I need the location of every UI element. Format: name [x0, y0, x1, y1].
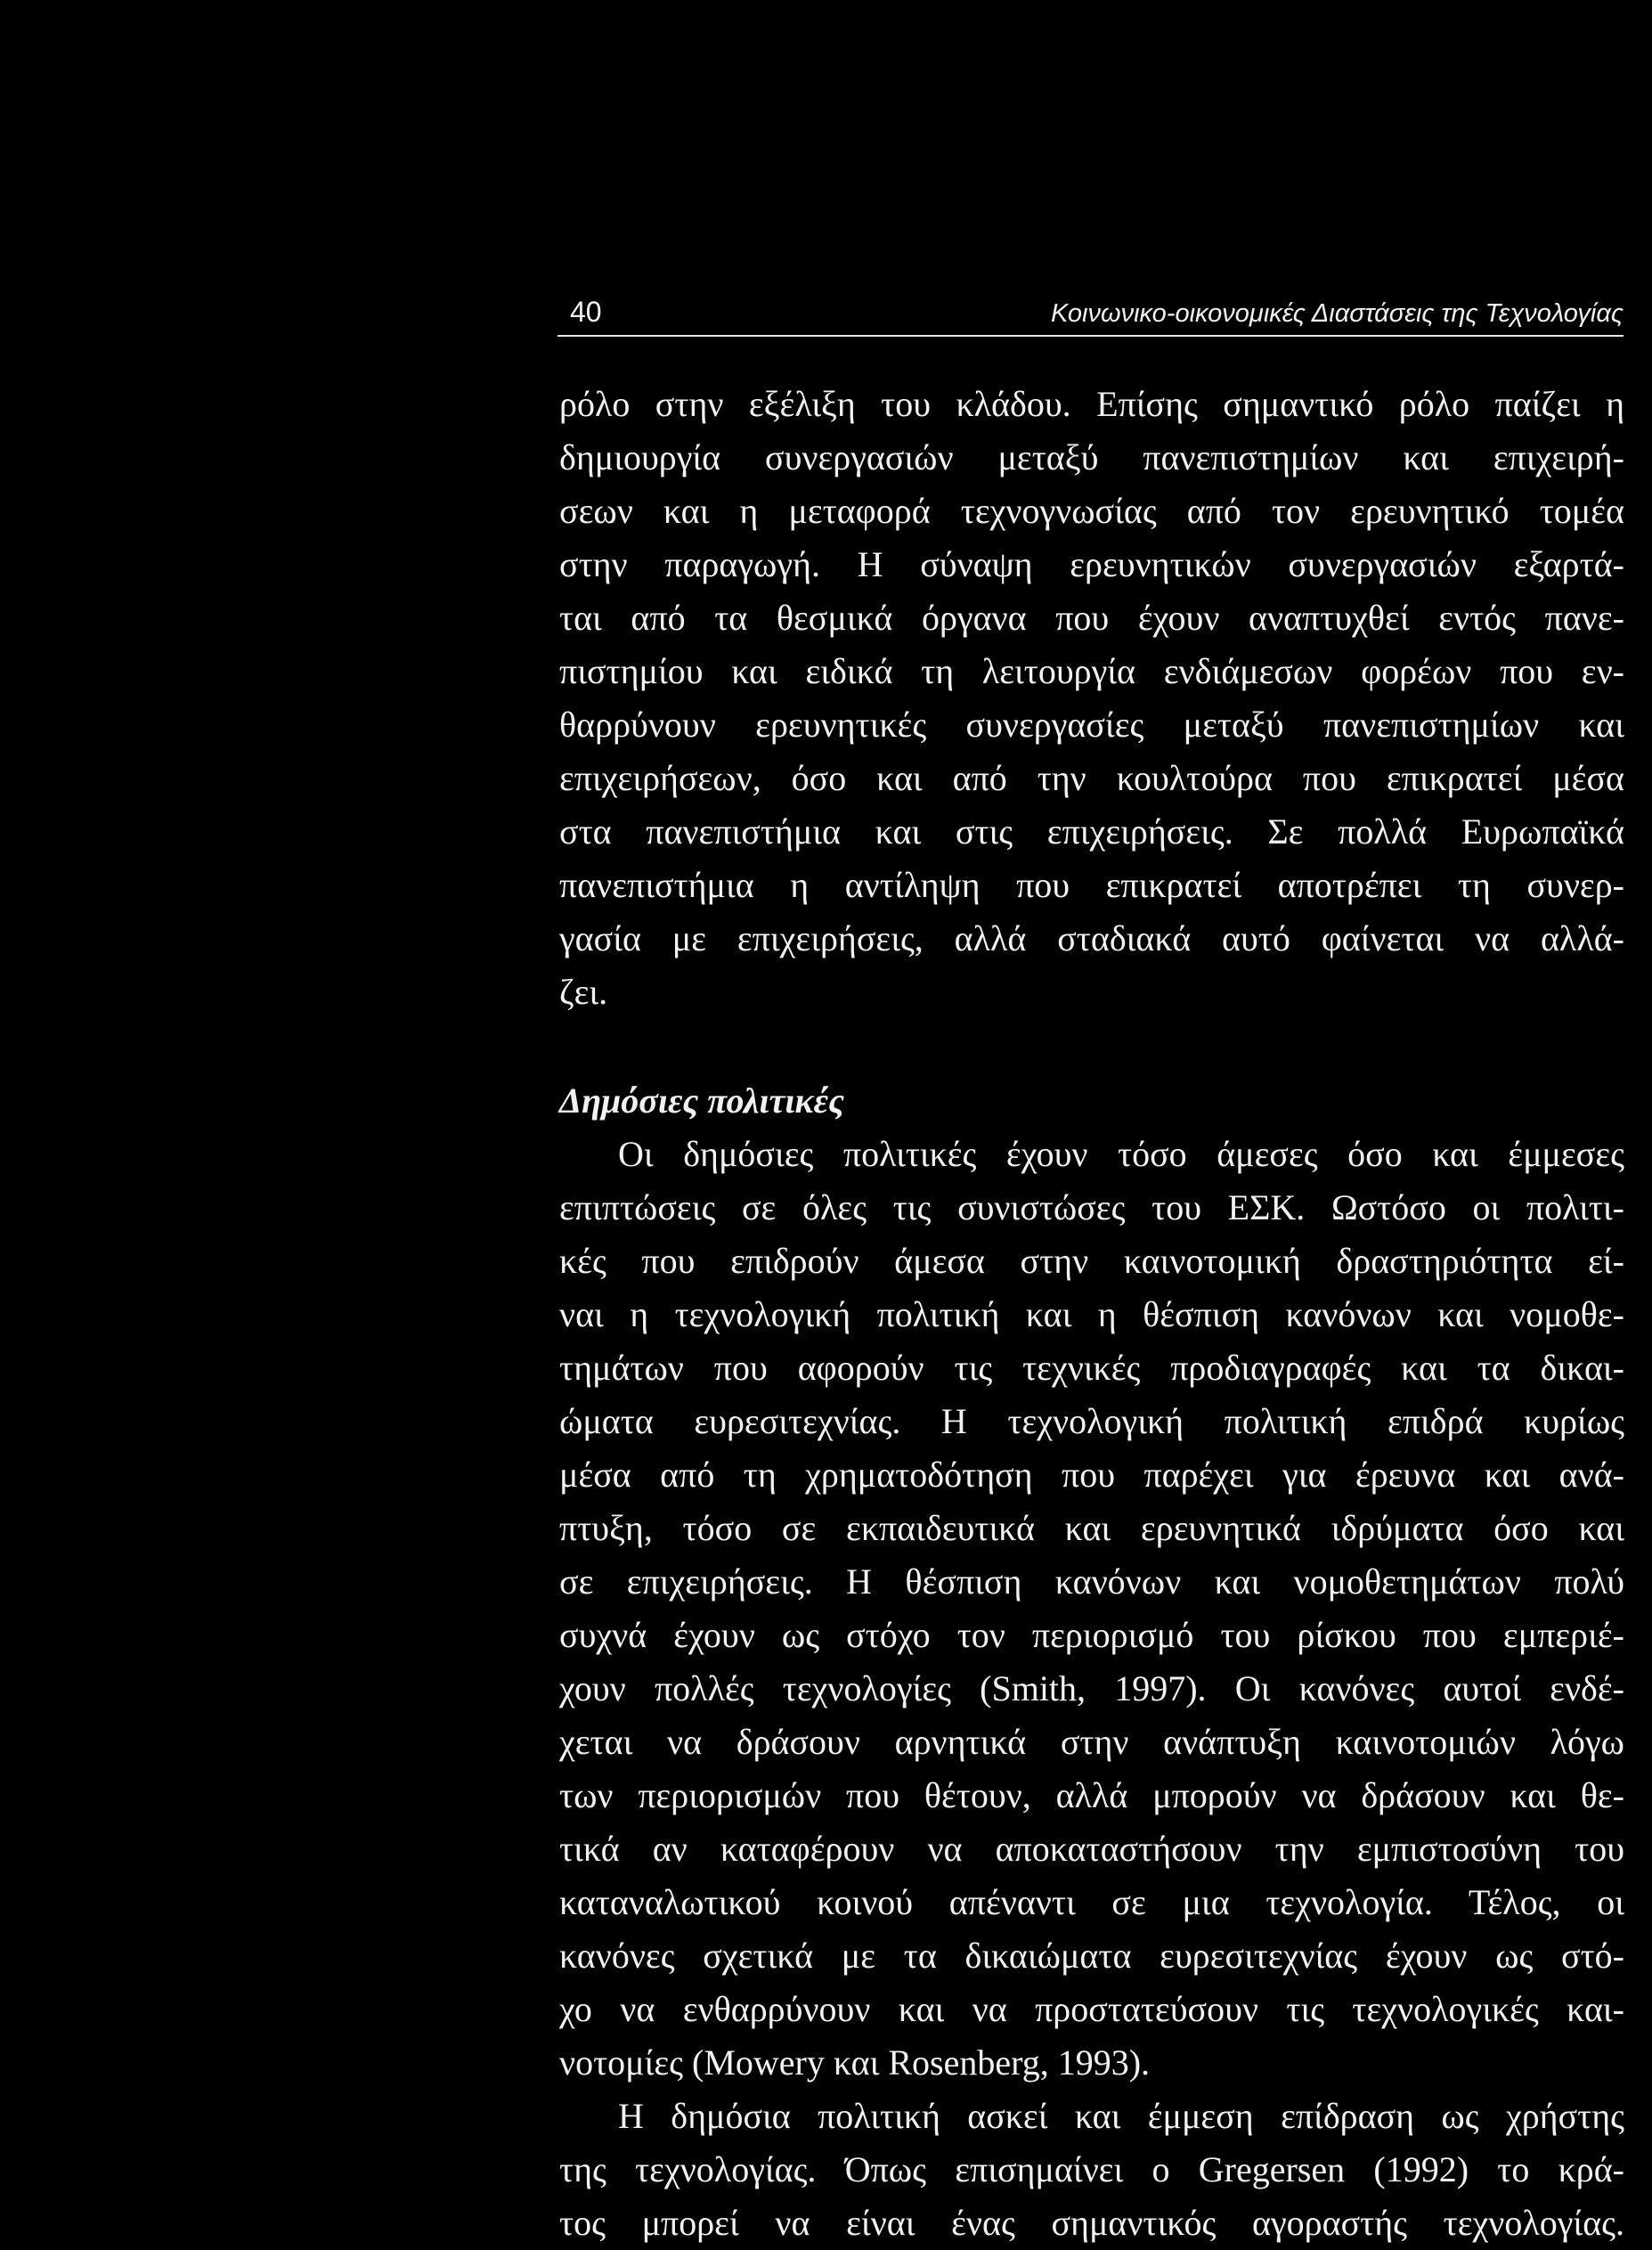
- text-line: πανεπιστήμια η αντίληψη που επικρατεί αποτρέπει τη συνερ-: [559, 865, 1624, 905]
- header-rule: [557, 335, 1624, 337]
- text-line: των περιορισμών που θέτουν, αλλά μπορούν να δράσουν και θε-: [559, 1775, 1624, 1815]
- section-spacer: [559, 1019, 1624, 1074]
- text-line: επιχειρήσεων, όσο και από την κουλτούρα που επικρατεί μέσα: [559, 758, 1624, 798]
- text-line: πτυξη, τόσο σε εκπαιδευτικά και ερευνητικά ιδρύματα όσο και: [559, 1508, 1624, 1548]
- text-line: ρόλο στην εξέλιξη του κλάδου. Επίσης σημαντικό ρόλο παίζει η: [559, 384, 1624, 424]
- text-line: συχνά έχουν ως στόχο τον περιορισμό του ρίσκου που εμπεριέ-: [559, 1615, 1624, 1655]
- text-line: θαρρύνουν ερευνητικές συνεργασίες μεταξύ πανεπιστημίων και: [559, 705, 1624, 745]
- page-header: [557, 294, 1624, 338]
- text-line: δημιουργία συνεργασιών μεταξύ πανεπιστημίων και επιχειρή-: [559, 437, 1624, 477]
- text-line: γασία με επιχειρήσεις, αλλά σταδιακά αυτό φαίνεται να αλλά-: [559, 918, 1624, 958]
- text-line: νοτομίες (Mowery και Rosenberg, 1993).: [559, 2042, 1151, 2083]
- text-line: τημάτων που αφορούν τις τεχνικές προδιαγραφές και τα δικαι-: [559, 1348, 1624, 1388]
- text-line: χο να ενθαρρύνουν και να προστατεύσουν τις τεχνολογικές και-: [559, 1989, 1624, 2029]
- text-line: μέσα από τη χρηματοδότηση που παρέχει για έρευνα και ανά-: [559, 1455, 1624, 1495]
- text-line: ζει.: [559, 972, 608, 1012]
- text-line: ναι η τεχνολογική πολιτική και η θέσπιση κανόνων και νομοθε-: [559, 1294, 1624, 1334]
- text-line: πιστημίου και ειδικά τη λειτουργία ενδιάμεσων φορέων που εν-: [559, 651, 1624, 691]
- text-line: στα πανεπιστήμια και στις επιχειρήσεις. Σε πολλά Ευρωπαϊκά: [559, 811, 1624, 852]
- paragraph-3: [559, 2090, 1624, 2250]
- text-line: τικά αν καταφέρουν να αποκαταστήσουν την εμπιστοσύνη του: [559, 1829, 1624, 1869]
- text-line: ώματα ευρεσιτεχνίας. Η τεχνολογική πολιτική επιδρά κυρίως: [559, 1401, 1624, 1441]
- text-line: σε επιχειρήσεις. Η θέσπιση κανόνων και νομοθετημάτων πολύ: [559, 1561, 1624, 1602]
- paragraph-1: [559, 378, 1624, 1019]
- text-line: κανόνες σχετικά με τα δικαιώματα ευρεσιτεχνίας έχουν ως στό-: [559, 1936, 1624, 1976]
- text-line: καταναλωτικού κοινού απέναντι σε μια τεχνολογία. Τέλος, οι: [559, 1882, 1624, 1922]
- body-text: [559, 378, 1624, 2250]
- text-line: της τεχνολογίας. Όπως επισημαίνει ο Gregersen (1992) το κρά-: [559, 2149, 1624, 2189]
- page-number: 40: [570, 296, 602, 328]
- text-line: επιπτώσεις σε όλες τις συνιστώσες του ΕΣΚ. Ωστόσο οι πολιτι-: [559, 1187, 1624, 1227]
- running-title: Κοινωνικο-οικονομικές Διαστάσεις της Τεχνολογίας: [1050, 299, 1624, 328]
- text-line: Οι δημόσιες πολιτικές έχουν τόσο άμεσες όσο και έμμεσες: [618, 1134, 1624, 1174]
- section-heading: Δημόσιες πολιτικές: [559, 1080, 844, 1121]
- text-line: χουν πολλές τεχνολογίες (Smith, 1997). Οι κανόνες αυτοί ενδέ-: [559, 1668, 1624, 1708]
- text-line: ται από τα θεσμικά όργανα που έχουν αναπτυχθεί εντός πανε-: [559, 598, 1624, 638]
- text-line: Η δημόσια πολιτική ασκεί και έμμεση επίδραση ως χρήστης: [618, 2096, 1624, 2136]
- text-line: χεται να δράσουν αρνητικά στην ανάπτυξη καινοτομιών λόγω: [559, 1722, 1624, 1762]
- paragraph-2: [559, 1128, 1624, 2090]
- text-line: σεων και η μεταφορά τεχνογνωσίας από τον ερευνητικό τομέα: [559, 491, 1624, 531]
- text-line: τος μπορεί να είναι ένας σημαντικός αγοραστής τεχνολογίας.: [559, 2203, 1624, 2243]
- text-line: κές που επιδρούν άμεσα στην καινοτομική δραστηριότητα εί-: [559, 1241, 1624, 1281]
- text-line: στην παραγωγή. Η σύναψη ερευνητικών συνεργασιών εξαρτά-: [559, 544, 1624, 584]
